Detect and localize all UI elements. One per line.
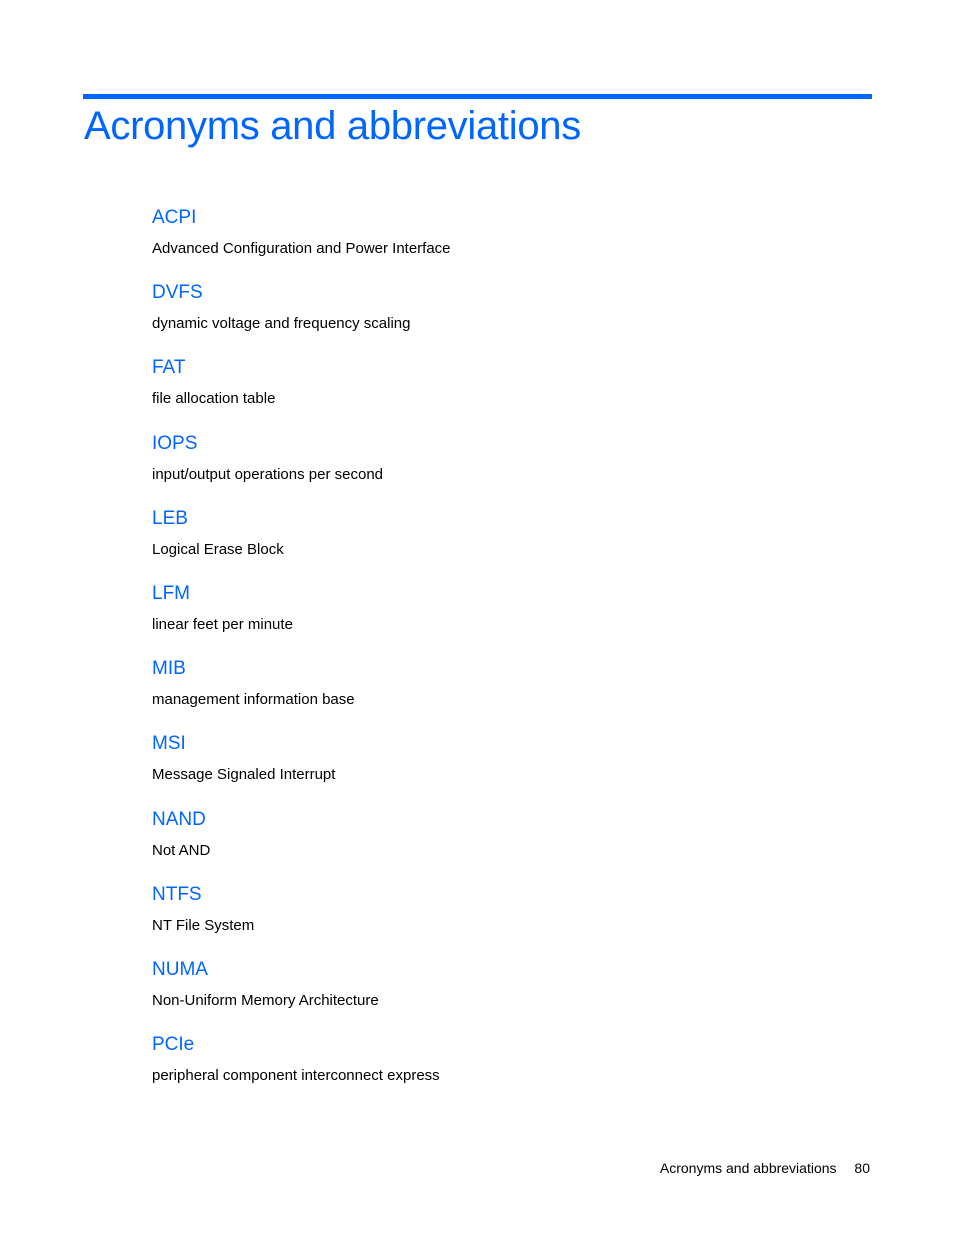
glossary-term: PCIe [152, 1034, 195, 1056]
glossary-term: FAT [152, 357, 186, 379]
glossary-definition: input/output operations per second [152, 465, 383, 483]
page-footer [660, 1158, 870, 1178]
glossary-definition: NT File System [152, 916, 255, 934]
glossary-entry [152, 656, 852, 731]
glossary-definition: linear feet per minute [152, 615, 293, 633]
page-title: Acronyms and abbreviations [84, 104, 581, 148]
glossary-definition: management information base [152, 691, 355, 709]
glossary-entry [152, 506, 852, 581]
glossary-entry [152, 1032, 852, 1107]
glossary-entry [152, 882, 852, 957]
glossary-definition: Logical Erase Block [152, 540, 284, 558]
glossary-list [152, 205, 852, 1107]
glossary-term: NUMA [152, 958, 208, 980]
glossary-term: MSI [152, 733, 186, 755]
glossary-entry [152, 205, 852, 280]
glossary-entry [152, 957, 852, 1032]
glossary-definition: Non-Uniform Memory Architecture [152, 991, 379, 1009]
glossary-term: DVFS [152, 282, 203, 304]
glossary-term: LFM [152, 582, 190, 604]
glossary-term: LEB [152, 507, 188, 529]
glossary-definition: Message Signaled Interrupt [152, 766, 336, 784]
glossary-term: NAND [152, 808, 206, 830]
glossary-entry [152, 807, 852, 882]
title-rule [83, 94, 872, 99]
glossary-definition: Advanced Configuration and Power Interface [152, 240, 451, 257]
glossary-entry [152, 731, 852, 806]
glossary-definition: dynamic voltage and frequency scaling [152, 315, 411, 333]
glossary-definition: peripheral component interconnect express [152, 1067, 440, 1085]
footer-section-title: Acronyms and abbreviations [659, 1160, 837, 1176]
glossary-entry [152, 581, 852, 656]
glossary-term: IOPS [152, 432, 198, 454]
glossary-entry [152, 355, 852, 430]
glossary-definition: file allocation table [152, 390, 276, 408]
page-number: 80 [854, 1160, 870, 1176]
glossary-term: MIB [152, 658, 186, 680]
glossary-entry [152, 431, 852, 506]
glossary-definition: Not AND [152, 841, 211, 859]
glossary-entry [152, 280, 852, 355]
glossary-term: NTFS [152, 883, 202, 905]
glossary-term: ACPI [152, 207, 197, 228]
